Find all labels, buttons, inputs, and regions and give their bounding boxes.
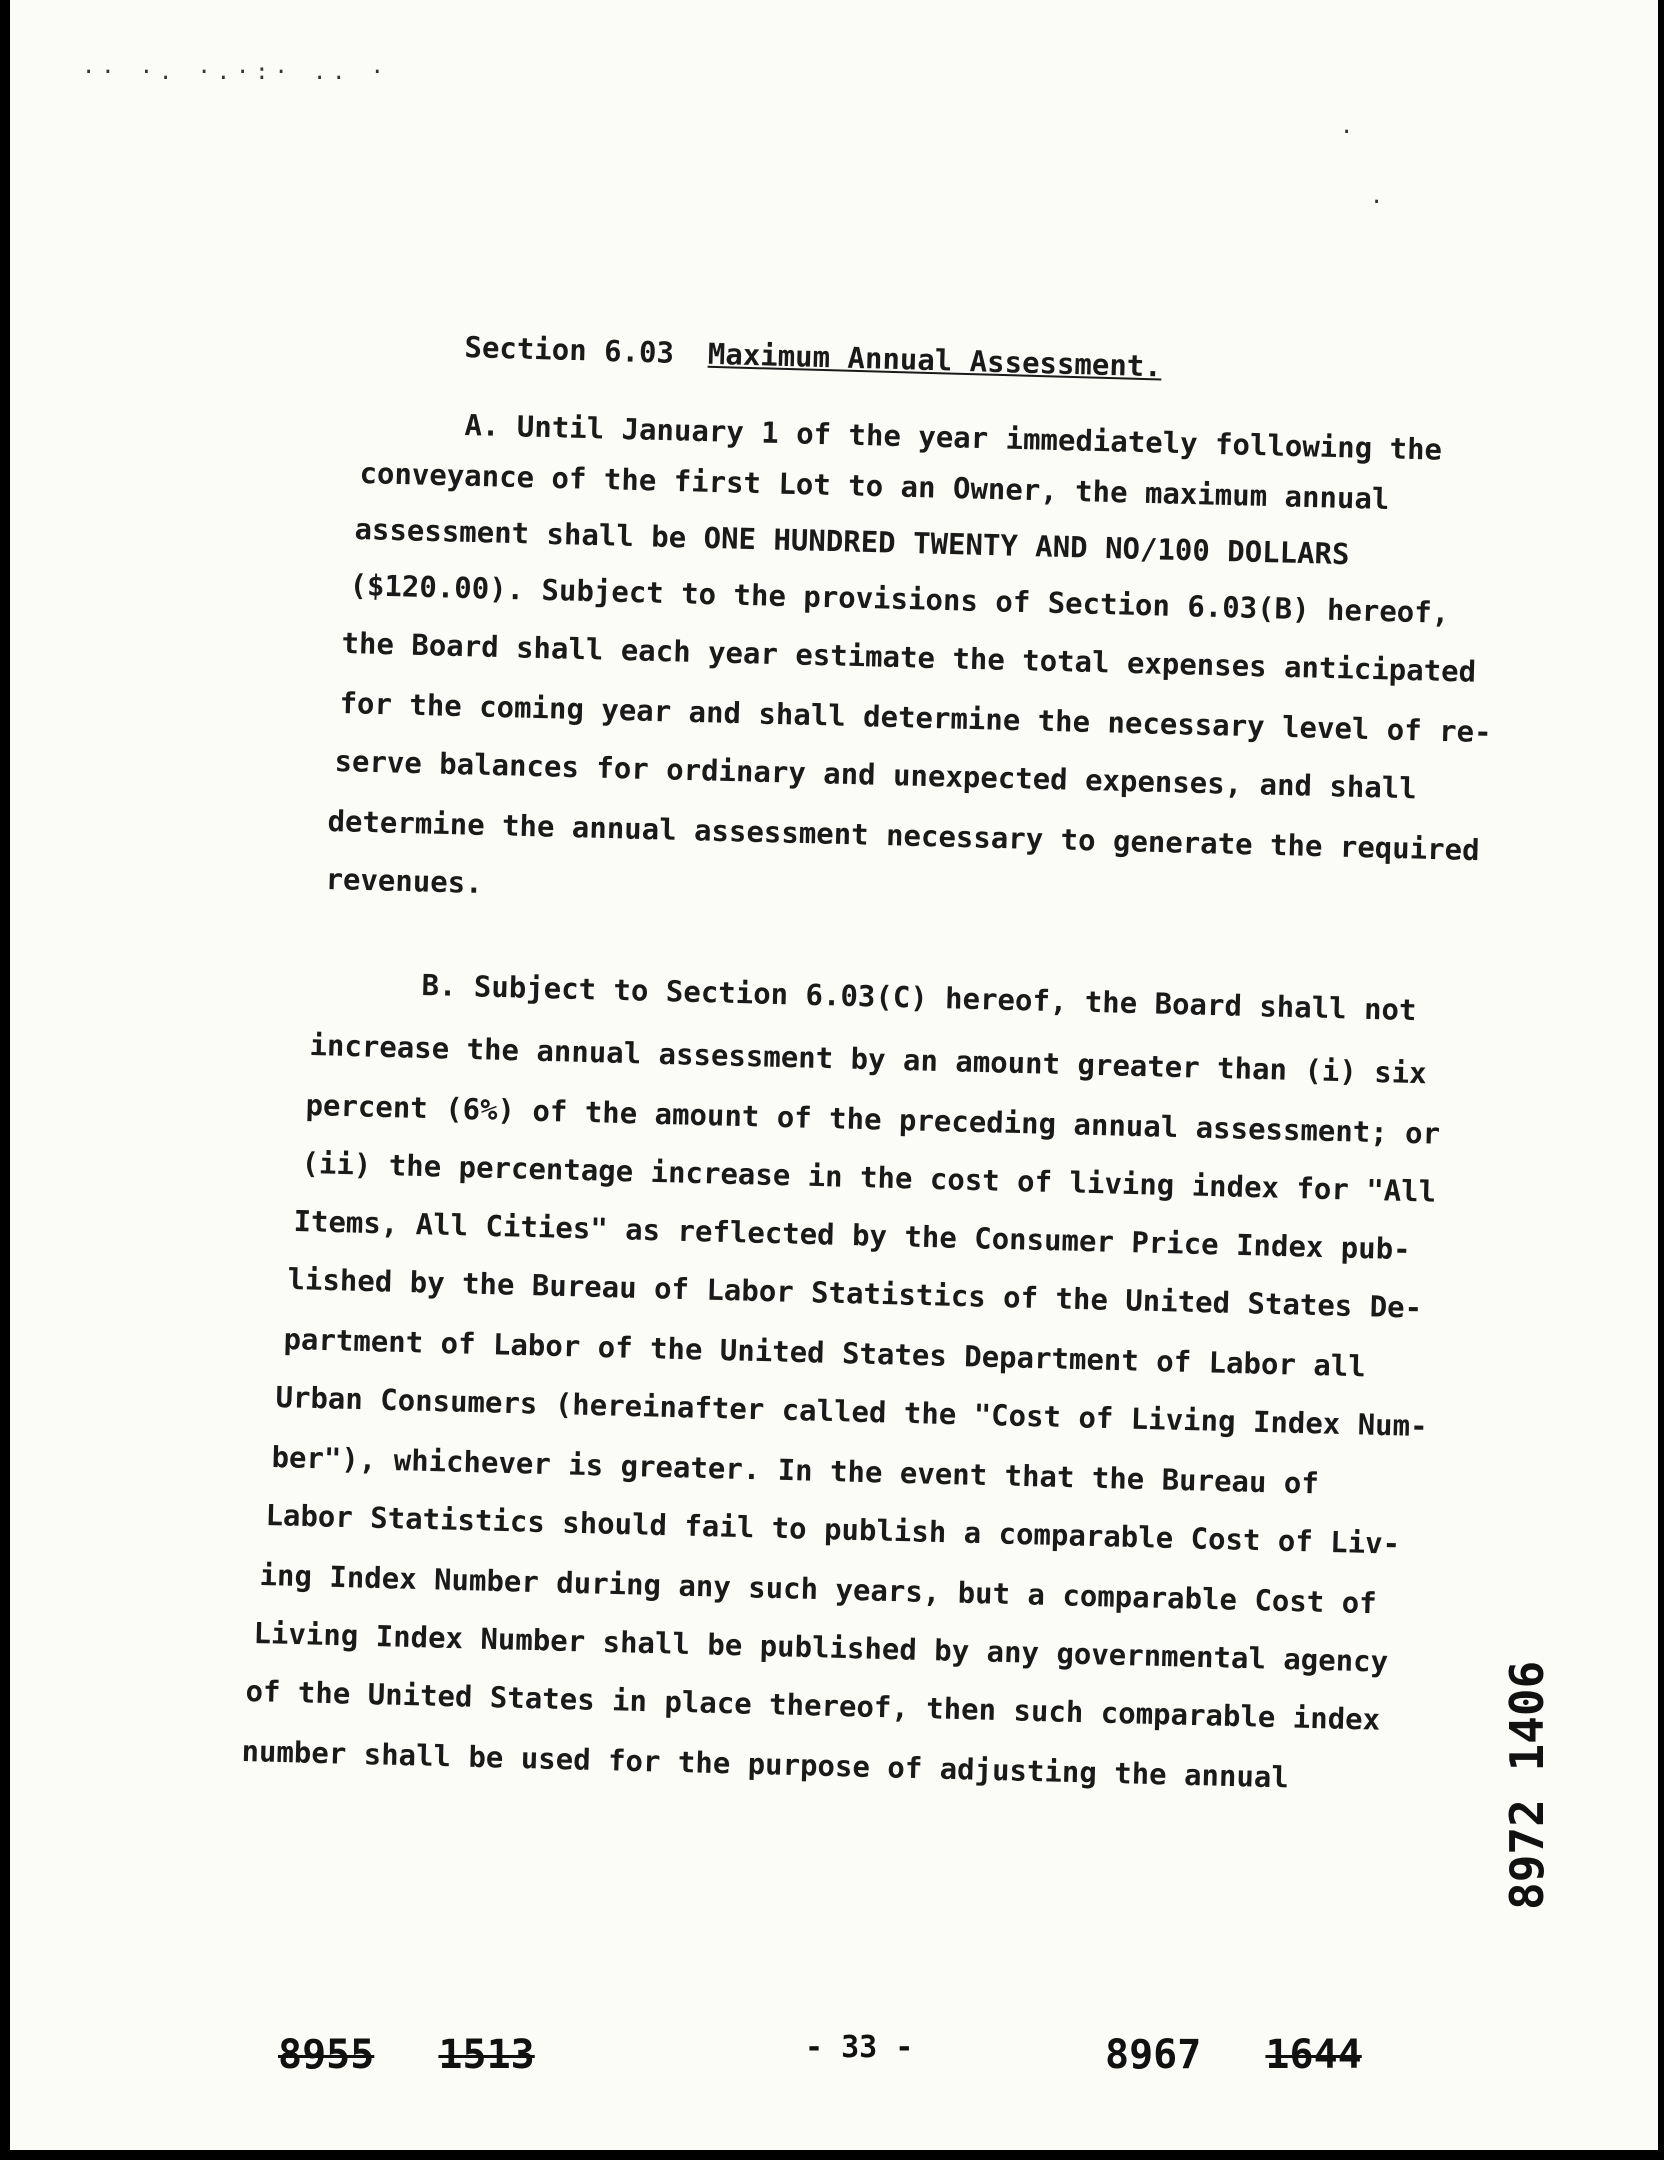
text-line: ber"), whichever is greater. In the event that the Bureau of xyxy=(271,1440,1320,1501)
text-line: partment of Labor of the United States Department of Labor all xyxy=(283,1322,1367,1384)
text-line: Urban Consumers (hereinafter called the "Cost of Living Index Num- xyxy=(275,1380,1428,1444)
text-line: the Board shall each year estimate the total expenses anticipated xyxy=(341,626,1477,689)
text-line: number shall be used for the purpose of adjusting the annual xyxy=(241,1734,1290,1795)
text-line: conveyance of the first Lot to an Owner, the maximum annual xyxy=(359,456,1390,517)
text-line: determine the annual assessment necessary to generate the required xyxy=(327,804,1480,868)
text-line: percent (6%) of the amount of the preceding annual assessment; or xyxy=(305,1088,1441,1151)
text-line: assessment shall be ONE HUNDRED TWENTY AND NO/100 DOLLARS xyxy=(354,512,1350,572)
scan-speckles: ·· ·. ·.·:· .. · xyxy=(82,60,390,85)
text-line: B. Subject to Section 6.03(C) hereof, the Board shall not xyxy=(421,968,1417,1028)
section-title: Maximum Annual Assessment. xyxy=(707,336,1163,384)
footer-right-number xyxy=(1105,2032,1362,2078)
text-line: revenues. xyxy=(325,862,484,900)
text-line: ($120.00). Subject to the provisions of Section 6.03(B) hereof, xyxy=(349,568,1450,630)
text-line: (ii) the percentage increase in the cost of living index for "All xyxy=(301,1146,1437,1209)
footer-right-number-1: 8967 xyxy=(1105,2032,1202,2078)
text-line: serve balances for ordinary and unexpected expenses, and shall xyxy=(334,744,1418,806)
section-number: Section 6.03 xyxy=(464,330,675,370)
scan-speckle: · xyxy=(1370,190,1390,215)
document-page xyxy=(10,0,1658,2150)
footer-left-number xyxy=(278,2032,535,2078)
margin-stamp-number: 8972 1406 xyxy=(1500,1660,1554,1910)
scan-speckle: · xyxy=(1340,120,1360,145)
text-line: increase the annual assessment by an amount greater than (i) six xyxy=(309,1028,1428,1091)
text-line: A. Until January 1 of the year immediately following the xyxy=(464,408,1443,467)
page-number: - 33 - xyxy=(805,2030,914,2065)
text-line: of the United States in place thereof, then such comparable index xyxy=(245,1674,1381,1737)
footer-left-number-2: 1513 xyxy=(438,2032,535,2078)
text-line: Items, All Cities" as reflected by the Consumer Price Index pub- xyxy=(293,1204,1412,1267)
section-heading xyxy=(464,330,1162,383)
footer-left-number-1: 8955 xyxy=(278,2032,375,2078)
text-line: Living Index Number shall be published by any governmental agency xyxy=(253,1616,1389,1679)
text-line: lished by the Bureau of Labor Statistics of the United States De- xyxy=(287,1262,1423,1325)
text-line: Labor Statistics should fail to publish a comparable Cost of Liv- xyxy=(265,1498,1401,1561)
text-line: ing Index Number during any such years, but a comparable Cost of xyxy=(259,1558,1378,1621)
text-line: for the coming year and shall determine the necessary level of re- xyxy=(339,686,1492,750)
footer-right-number-2: 1644 xyxy=(1265,2032,1362,2078)
